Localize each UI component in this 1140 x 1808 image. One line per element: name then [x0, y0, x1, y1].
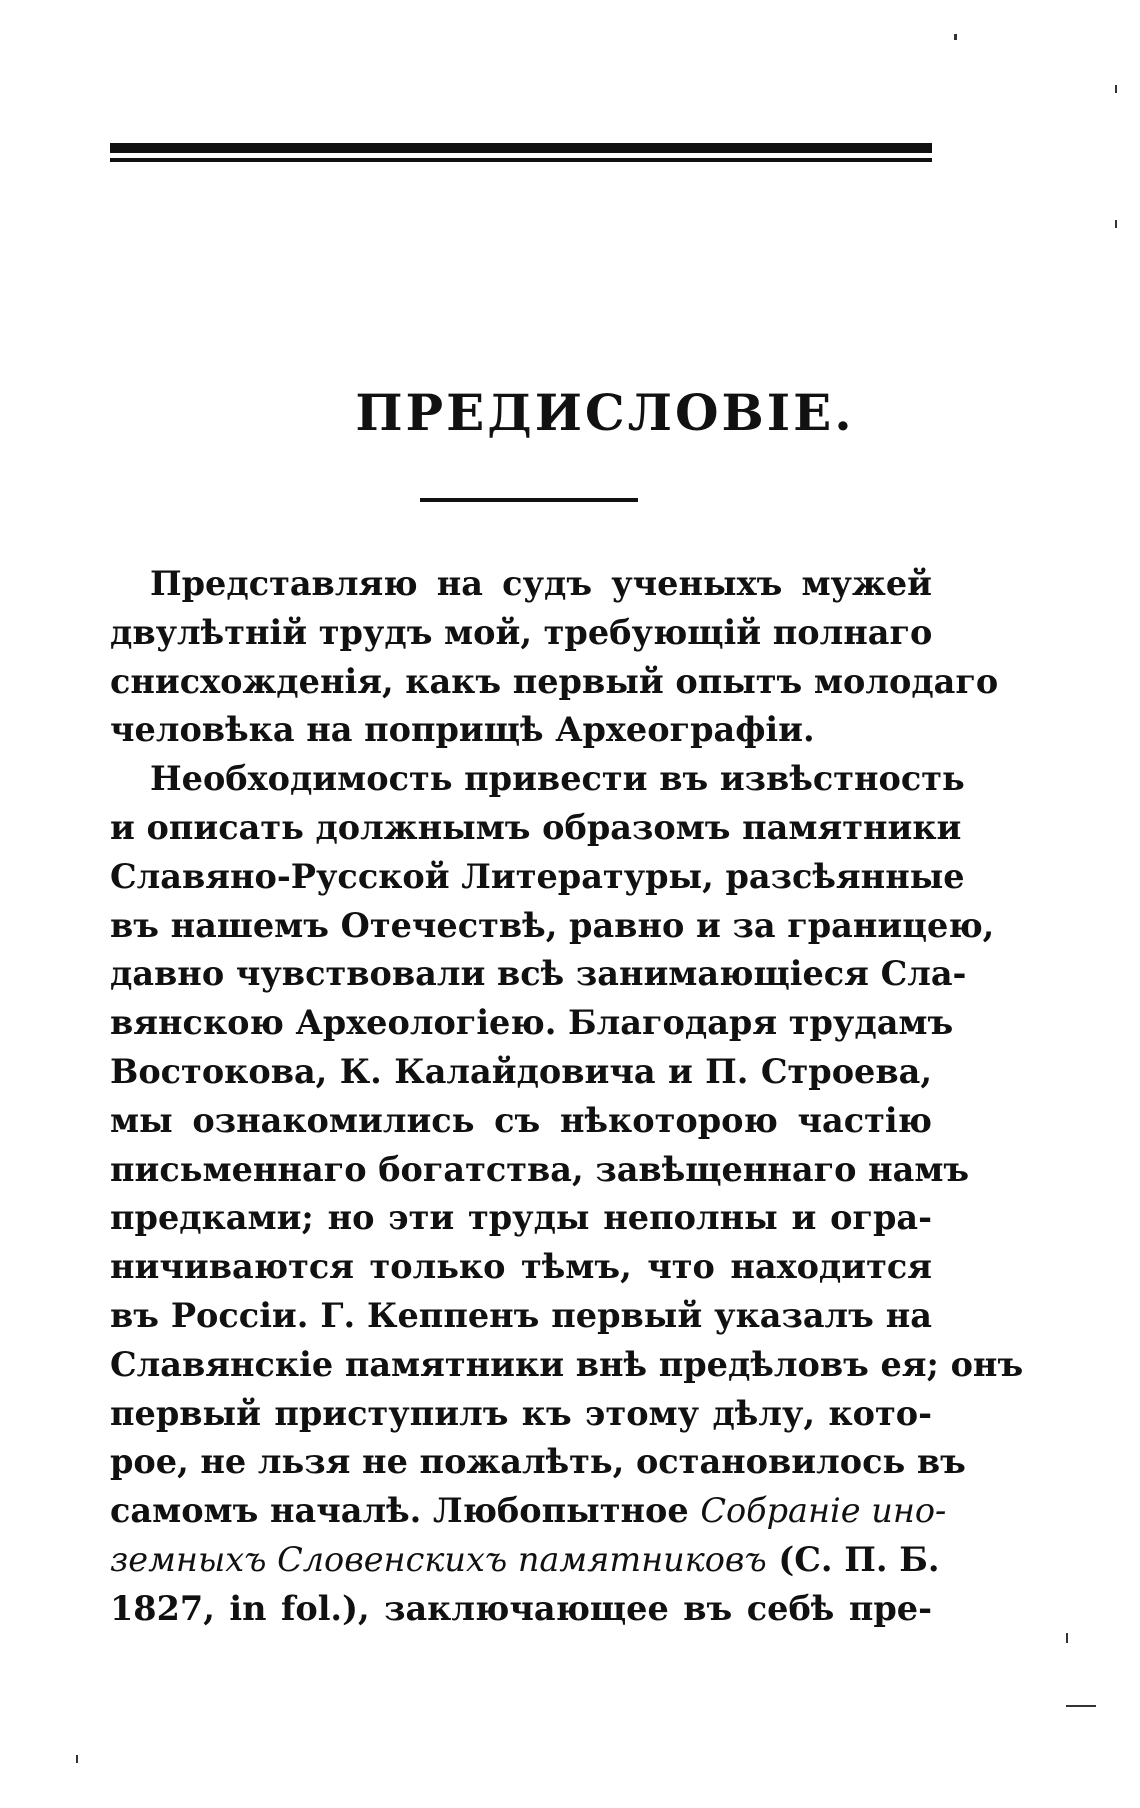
scan-speck [1115, 85, 1117, 93]
text-line: ничиваются только тѣмъ, что находится [110, 1247, 932, 1287]
text-line: человѣка на поприщѣ Археографіи. [110, 710, 815, 750]
italic-title-run: Собраніе ино- [700, 1491, 947, 1531]
scan-speck [76, 1755, 78, 1763]
scan-speck [1066, 1633, 1068, 1643]
text-line: первый приступилъ къ этому дѣлу, кото- [110, 1393, 932, 1433]
text-line-mixed [110, 1487, 947, 1536]
text-line: въ нашемъ Отечествѣ, равно и за границею, [110, 905, 995, 945]
scan-speck [1115, 220, 1117, 228]
text-line: и описать должнымъ образомъ памятники [110, 807, 962, 847]
italic-title-run: земныхъ Словенскихъ памятниковъ [110, 1539, 767, 1579]
text-line: рое, не льзя не пожалѣть, остановилось въ [110, 1442, 966, 1482]
scan-speck [1066, 1705, 1096, 1707]
text-line: Представляю на судъ ученыхъ мужей [150, 564, 932, 603]
text-line: письменнаго богатства, завѣщеннаго намъ [110, 1149, 970, 1189]
text-line: Славяно-Русской Литературы, разсѣянные [110, 856, 965, 896]
title-underline-rule [420, 498, 638, 502]
text-line-mixed [110, 1536, 940, 1585]
text-line: Славянскіе памятники внѣ предѣловъ ея; онъ [110, 1344, 1024, 1384]
text-line: вянскою Археологіею. Благодаря трудамъ [110, 1003, 954, 1043]
top-double-rule [110, 143, 932, 163]
top-rule-thin [110, 158, 932, 162]
text-run: (С. П. Б. [766, 1539, 940, 1579]
text-line: предками; но эти труды неполны и огра- [110, 1198, 932, 1238]
body-text [110, 560, 1024, 1634]
text-line: Необходимость привести въ извѣстность [150, 759, 965, 799]
text-line: давно чувствовали всѣ занимающіеся Сла- [110, 954, 967, 994]
text-line: въ Россіи. Г. Кеппенъ первый указалъ на [110, 1295, 932, 1335]
text-line: 1827, in fol.), заключающее въ себѣ пре- [110, 1588, 932, 1628]
text-line: двулѣтній трудъ мой, требующій полнаго [110, 612, 933, 652]
top-rule-thick [110, 143, 932, 153]
page-title: ПРЕДИСЛОВІЕ. [355, 383, 855, 442]
scan-speck [954, 34, 957, 40]
text-run: самомъ началѣ. Любопытное [110, 1491, 701, 1531]
text-line: снисхожденія, какъ первый опытъ молодаго [110, 661, 999, 701]
text-line: мы ознакомились съ нѣкоторою частію [110, 1100, 932, 1140]
text-line: Востокова, К. Калайдовича и П. Строева, [110, 1051, 932, 1091]
